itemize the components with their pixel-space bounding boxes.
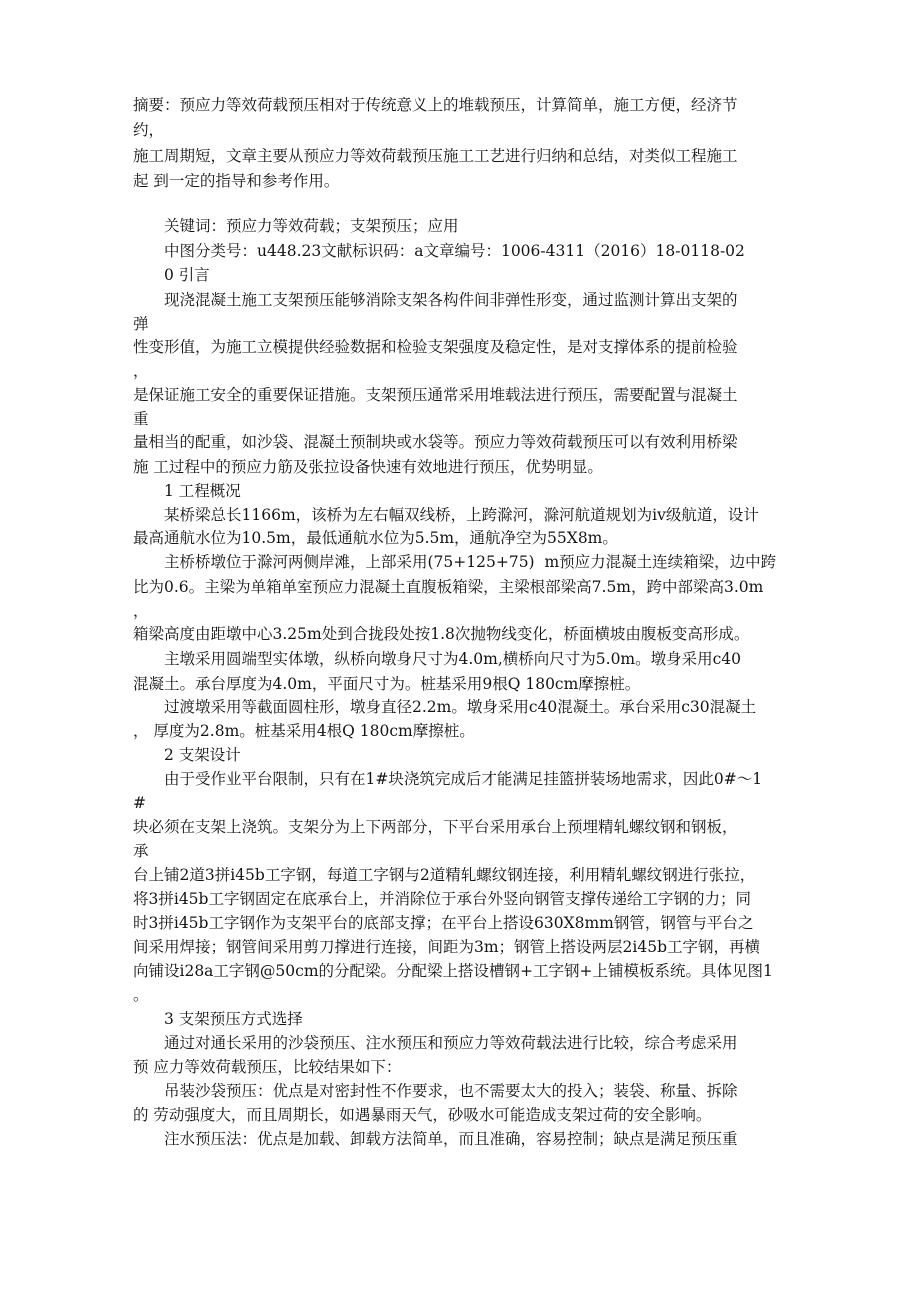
paragraph-line: ， bbox=[133, 362, 149, 380]
paragraph-line: 吊装沙袋预压：优点是对密封性不作要求，也不需要太大的投入；装袋、称量、拆除 bbox=[164, 1082, 738, 1100]
paragraph-line: 承 bbox=[133, 842, 149, 860]
keywords: 关键词：预应力等效荷载；支架预压；应用 bbox=[164, 217, 459, 235]
paragraph-line: 最高通航水位为10.5m，最低通航水位为5.5m，通航净空为55X8m。 bbox=[133, 529, 618, 547]
paragraph-line: 混凝土。承台厚度为4.0m，平面尺寸为。桩基采用9根Q 180cm摩擦桩。 bbox=[133, 675, 641, 693]
paragraph-line: 台上铺2道3拼i45b工字钢，每道工字钢与2道精轧螺纹钢连接，利用精轧螺纹钢进行张拉， bbox=[133, 866, 756, 884]
paragraph-line: 主桥桥墩位于滁河两侧岸滩，上部采用(75+125+75) m预应力混凝土连续箱梁，边中跨 bbox=[164, 553, 777, 571]
section-heading: 2 支架设计 bbox=[164, 746, 241, 764]
paragraph-line: ， 厚度为2.8m。桩基采用4根Q 180cm摩擦桩。 bbox=[133, 722, 475, 740]
paragraph-line: 。 bbox=[133, 986, 149, 1004]
paragraph-line: 施 工过程中的预应力筋及张拉设备快速有效地进行预压，优势明显。 bbox=[133, 458, 603, 476]
abstract-line: 起 到一定的指导和参考作用。 bbox=[133, 172, 340, 190]
paragraph-line: 箱梁高度由距墩中心3.25m处到合拢段处按1.8次抛物线变化，桥面横坡由腹板变高形成。 bbox=[133, 625, 750, 643]
paragraph-line: 块必须在支架上浇筑。支架分为上下两部分，下平台采用承台上预埋精轧螺纹钢和钢板， bbox=[133, 818, 738, 836]
paragraph-line: 向铺设i28a工字钢@50cm的分配梁。分配梁上搭设槽钢+工字钢+上铺模板系统。具体见图1 bbox=[133, 962, 773, 980]
paragraph-line: 主墩采用圆端型实体墩，纵桥向墩身尺寸为4.0m,横桥向尺寸为5.0m。墩身采用c40 bbox=[164, 650, 742, 668]
paragraph-line: 注水预压法：优点是加载、卸载方法简单，而且准确，容易控制；缺点是满足预压重 bbox=[164, 1130, 738, 1148]
paragraph-line: 的 劳动强度大，而且周期长，如遇暴雨天气，砂吸水可能造成支架过荷的安全影响。 bbox=[133, 1106, 712, 1124]
abstract-line: 施工周期短，文章主要从预应力等效荷载预压施工工艺进行归纳和总结，对类似工程施工 bbox=[133, 147, 738, 165]
paragraph-line: 是保证施工安全的重要保证措施。支架预压通常采用堆载法进行预压，需要配置与混凝土 bbox=[133, 386, 738, 404]
abstract-line: 约， bbox=[133, 121, 165, 139]
paragraph-line: 间采用焊接；钢管间采用剪刀撑进行连接，间距为3m；钢管上搭设两层2i45b工字钢，再横 bbox=[133, 938, 761, 956]
paragraph-line: 预 应力等效荷载预压，比较结果如下： bbox=[133, 1058, 402, 1076]
paragraph-line: 性变形值，为施工立模提供经验数据和检验支架强度及稳定性，是对支撑体系的提前检验 bbox=[133, 338, 738, 356]
paragraph-line: 过渡墩采用等截面圆柱形，墩身直径2.2m。墩身采用c40混凝土。承台采用c30混凝土 bbox=[164, 698, 757, 716]
paragraph-line: 比为0.6。主梁为单箱单室预应力混凝土直腹板箱梁，主梁根部梁高7.5m，跨中部梁高3.0m bbox=[133, 578, 764, 596]
paragraph-line: 将3拼i45b工字钢固定在底承台上，并消除位于承台外竖向钢管支撑传递给工字钢的力；同 bbox=[133, 890, 751, 908]
paragraph-line: 量相当的配重，如沙袋、混凝土预制块或水袋等。预应力等效荷载预压可以有效利用桥梁 bbox=[133, 433, 738, 451]
paragraph-line: 重 bbox=[133, 410, 149, 428]
paragraph-line: 由于受作业平台限制，只有在1#块浇筑完成后才能满足挂篮拼装场地需求，因此0#～1 bbox=[164, 770, 763, 788]
section-heading: 1 工程概况 bbox=[164, 482, 241, 500]
paragraph-line: ， bbox=[133, 602, 149, 620]
classification-info: 中图分类号：u448.23文献标识码：a文章编号：1006-4311（2016）18-0118-02 bbox=[164, 242, 745, 260]
paragraph-line: 通过对通长采用的沙袋预压、注水预压和预应力等效荷载法进行比较，综合考虑采用 bbox=[164, 1034, 738, 1052]
section-heading: 3 支架预压方式选择 bbox=[164, 1010, 303, 1028]
paragraph-line: # bbox=[133, 794, 146, 812]
paragraph-line: 弹 bbox=[133, 315, 149, 333]
paragraph-line: 某桥梁总长1166m，该桥为左右幅双线桥，上跨滁河，滁河航道规划为iv级航道，设计 bbox=[164, 506, 759, 524]
abstract-line: 摘要：预应力等效荷载预压相对于传统意义上的堆载预压，计算简单，施工方便，经济节 bbox=[133, 96, 738, 114]
section-heading: 0 引言 bbox=[164, 266, 210, 284]
paragraph-line: 时3拼i45b工字钢作为支架平台的底部支撑；在平台上搭设630X8mm钢管，钢管与平台之 bbox=[133, 914, 754, 932]
paragraph-line: 现浇混凝土施工支架预压能够消除支架各构件间非弹性形变，通过监测计算出支架的 bbox=[164, 291, 738, 309]
